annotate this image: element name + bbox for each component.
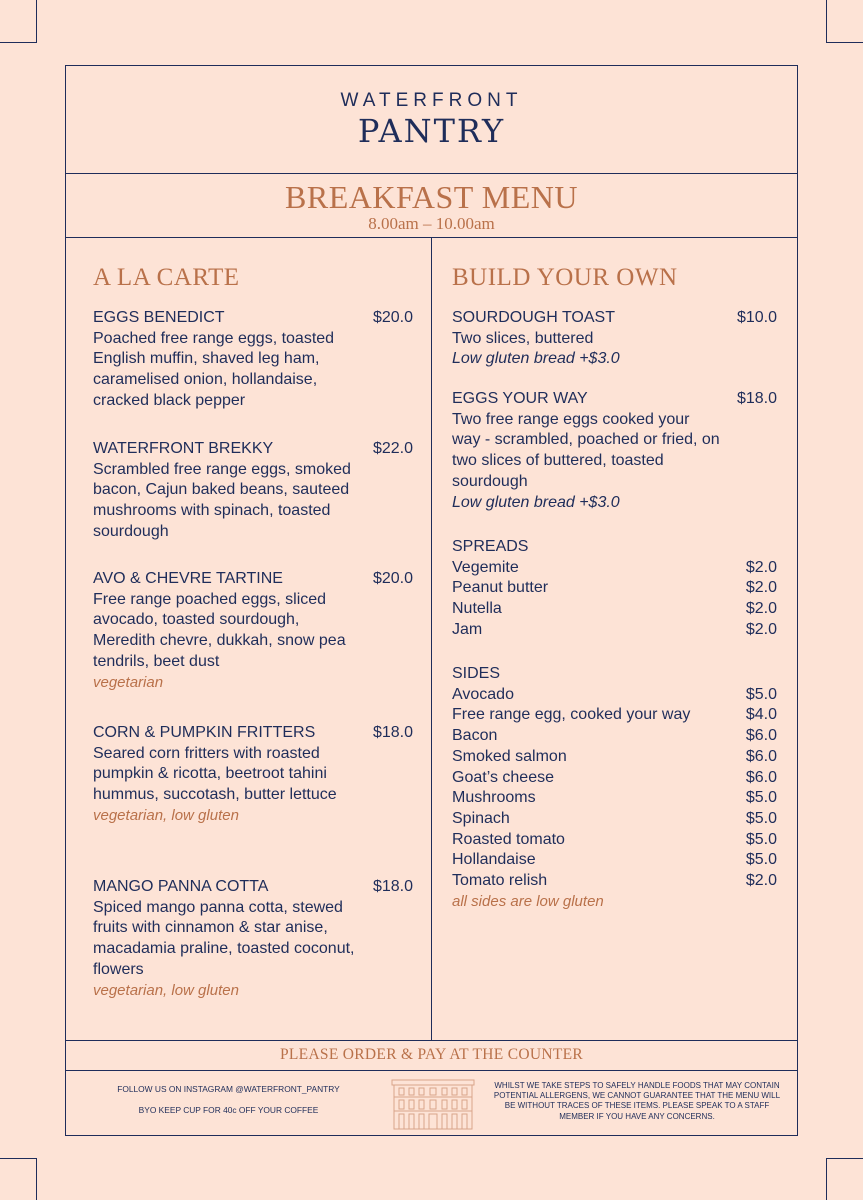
- spread-price: $2.0: [745, 600, 777, 618]
- menu-frame: [65, 65, 798, 1136]
- item-price: $20.0: [372, 570, 413, 587]
- side-price: $5.0: [745, 789, 777, 807]
- side-name: Tomato relish: [452, 872, 548, 890]
- spread-price: $2.0: [745, 579, 777, 597]
- item-name: SOURDOUGH TOAST: [452, 309, 615, 326]
- item-description: Scrambled free range eggs, smoked bacon, Cajun baked beans, sauteed mushrooms with spinach, toasted sourdough: [93, 460, 351, 540]
- side-name: Hollandaise: [452, 851, 536, 869]
- item-price: $18.0: [372, 878, 413, 895]
- item-dietary-note: vegetarian: [93, 673, 164, 691]
- crop-mark-bottom-left: [0, 1158, 37, 1200]
- side-price: $6.0: [745, 747, 777, 765]
- side-name: Free range egg, cooked your way: [452, 706, 691, 724]
- item-name: EGGS BENEDICT: [93, 309, 225, 326]
- spread-name: Peanut butter: [452, 579, 549, 597]
- item-description: Free range poached eggs, sliced avocado, toasted sourdough, Meredith chevre, dukkah, snow pea tendrils, beet dust: [93, 590, 346, 670]
- spreads-title: SPREADS: [452, 538, 529, 555]
- item-description: Spiced mango panna cotta, stewed fruits with cinnamon & star anise, macadamia praline, toasted coconut, flowers: [93, 898, 355, 978]
- item-description: Seared corn fritters with roasted pumpkin & ricotta, beetroot tahini hummus, succotash, butter lettuce: [93, 744, 337, 804]
- side-price: $2.0: [745, 872, 777, 890]
- item-dietary-note: vegetarian, low gluten: [93, 981, 239, 999]
- build-your-own-title: BUILD YOUR OWN: [452, 264, 678, 291]
- menu-item: [93, 877, 413, 1001]
- spread-name: Vegemite: [452, 558, 519, 576]
- side-name: Goat’s cheese: [452, 768, 554, 786]
- item-name: EGGS YOUR WAY: [452, 390, 588, 407]
- menu-hours: 8.00am – 10.00am: [368, 214, 495, 233]
- brand-name-main: PANTRY: [357, 112, 506, 150]
- list-item: [452, 705, 777, 726]
- list-item: [452, 871, 777, 892]
- column-divider: [431, 238, 432, 1040]
- spread-name: Jam: [452, 620, 483, 638]
- spread-name: Nutella: [452, 600, 502, 618]
- side-price: $5.0: [745, 685, 777, 703]
- spread-price: $2.0: [745, 558, 777, 576]
- item-price: $18.0: [736, 390, 777, 407]
- side-name: Mushrooms: [452, 789, 536, 807]
- menu-item: [452, 389, 777, 513]
- side-name: Avocado: [452, 685, 514, 703]
- item-name: WATERFRONT BREKKY: [93, 440, 274, 457]
- side-name: Roasted tomato: [452, 830, 565, 848]
- sides-group: [452, 664, 777, 912]
- crop-mark-top-left: [0, 0, 37, 43]
- menu-heading: [66, 174, 797, 238]
- allergen-disclaimer: WHILST WE TAKE STEPS TO SAFELY HANDLE FOODS THAT MAY CONTAIN POTENTIAL ALLERGENS, WE CANNOT GUARANTEE THAT THE MENU WILL BE WITHOUT TRACES OF THESE ITEMS. PLEASE SPEAK TO A STAFF MEMBER IF YOU HAVE ANY CONCERNS.: [493, 1081, 781, 1121]
- order-instruction-bar: PLEASE ORDER & PAY AT THE COUNTER: [66, 1040, 797, 1071]
- item-price: $18.0: [372, 724, 413, 741]
- side-name: Smoked salmon: [452, 747, 567, 765]
- crop-mark-bottom-right: [826, 1158, 863, 1200]
- spread-price: $2.0: [745, 620, 777, 638]
- side-name: Bacon: [452, 727, 498, 745]
- building-icon: [390, 1077, 476, 1131]
- item-option-note: Low gluten bread +$3.0: [452, 493, 620, 511]
- menu-item: [93, 723, 413, 827]
- item-price: $22.0: [372, 440, 413, 457]
- item-dietary-note: vegetarian, low gluten: [93, 806, 239, 824]
- menu-item: [93, 569, 413, 693]
- list-item: [452, 788, 777, 809]
- side-price: $6.0: [745, 768, 777, 786]
- brand-header: [66, 66, 797, 174]
- list-item: [452, 578, 777, 599]
- list-item: [452, 620, 777, 641]
- footer-social: [106, 1084, 351, 1116]
- menu-title: BREAKFAST MENU: [285, 179, 578, 215]
- keepcup-note: BYO KEEP CUP FOR 40c OFF YOUR COFFEE: [138, 1105, 319, 1115]
- item-name: MANGO PANNA COTTA: [93, 878, 269, 895]
- item-name: AVO & CHEVRE TARTINE: [93, 570, 283, 587]
- list-item: [452, 726, 777, 747]
- sides-dietary-note: all sides are low gluten: [452, 892, 604, 910]
- side-price: $5.0: [745, 830, 777, 848]
- item-price: $10.0: [736, 309, 777, 326]
- side-price: $4.0: [745, 706, 777, 724]
- list-item: [452, 830, 777, 851]
- side-price: $6.0: [745, 727, 777, 745]
- menu-item: [93, 439, 413, 543]
- side-name: Spinach: [452, 809, 510, 827]
- list-item: [452, 768, 777, 789]
- a-la-carte-title: A LA CARTE: [93, 264, 240, 291]
- instagram-note: FOLLOW US ON INSTAGRAM @WATERFRONT_PANTRY: [117, 1084, 340, 1094]
- item-option-note: Low gluten bread +$3.0: [452, 350, 620, 368]
- spreads-group: [452, 537, 777, 641]
- list-item: [452, 747, 777, 768]
- list-item: [452, 599, 777, 620]
- item-description: Two slices, buttered: [452, 329, 594, 347]
- crop-mark-top-right: [826, 0, 863, 43]
- side-price: $5.0: [745, 809, 777, 827]
- item-description: Poached free range eggs, toasted English muffin, shaved leg ham, caramelised onion, hollandaise, cracked black pepper: [93, 329, 335, 409]
- side-price: $5.0: [745, 851, 777, 869]
- list-item: [452, 558, 777, 579]
- list-item: [452, 850, 777, 871]
- list-item: [452, 809, 777, 830]
- list-item: [452, 685, 777, 706]
- menu-item: [93, 308, 413, 412]
- item-price: $20.0: [372, 309, 413, 326]
- brand-name-top: WATERFRONT: [340, 90, 523, 111]
- menu-item: [452, 308, 777, 370]
- sides-title: SIDES: [452, 665, 501, 682]
- item-description: Two free range eggs cooked your way - scrambled, poached or fried, on two slices of buttered, toasted sourdough: [452, 410, 720, 490]
- item-name: CORN & PUMPKIN FRITTERS: [93, 724, 316, 741]
